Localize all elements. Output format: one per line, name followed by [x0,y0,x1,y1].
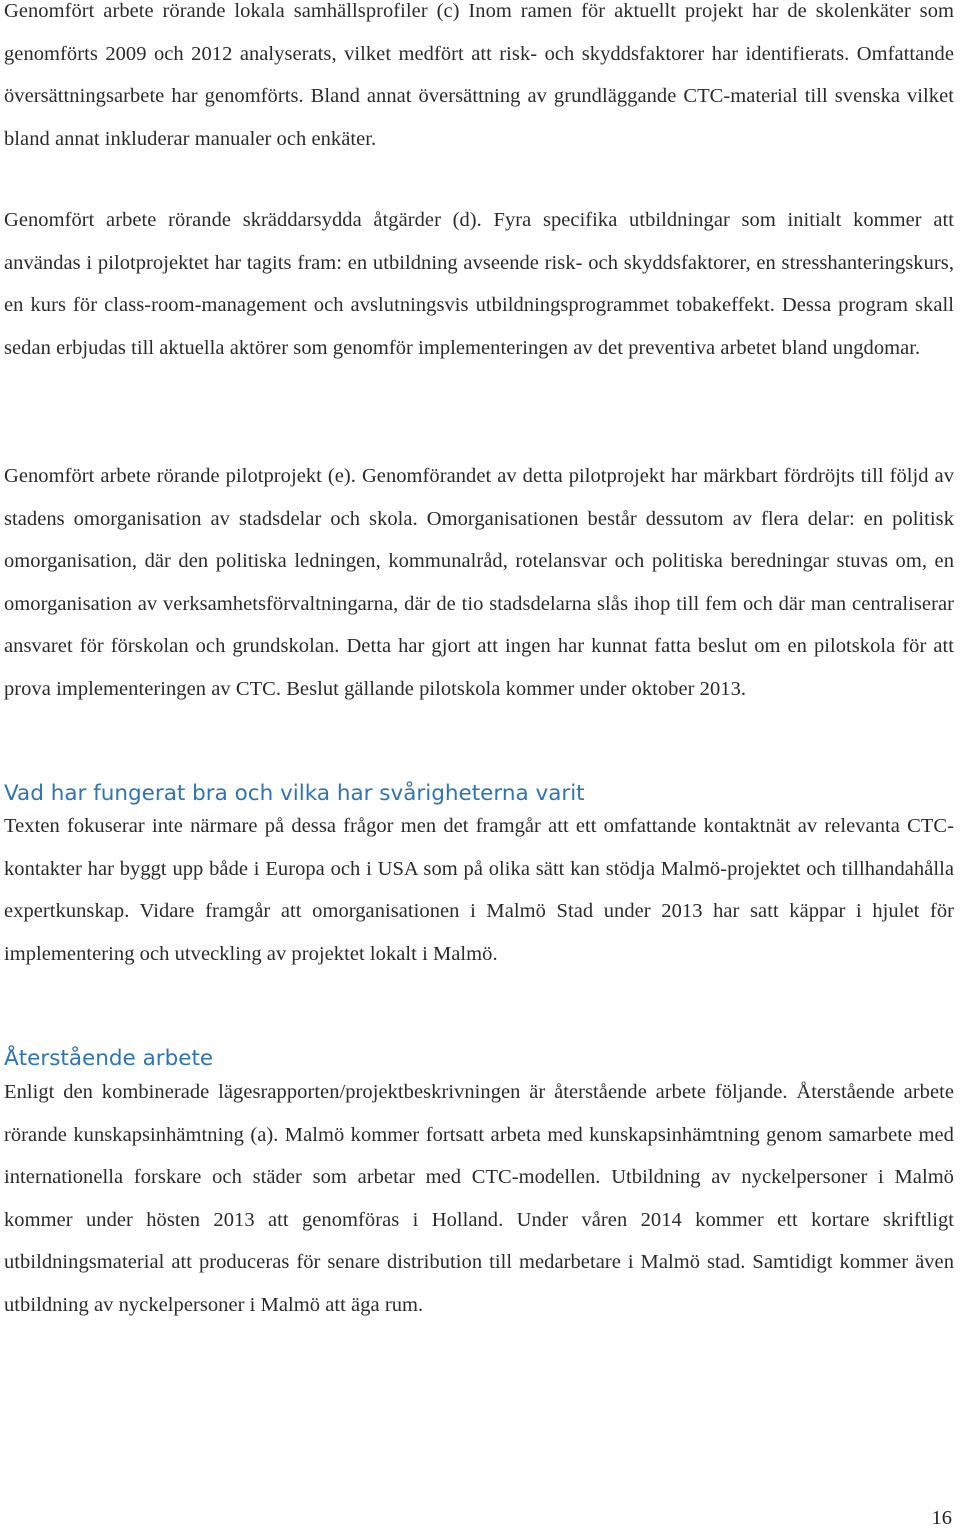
section-heading-remaining-work: Återstående arbete [4,1046,214,1071]
paragraph-pilot-project: Genomfört arbete rörande pilotprojekt (e). Genomförandet av detta pilotprojekt har märkbart fördröjts till följd av stadens omorganisation av stadsdelar och skola. Omorganisationen består dessutom av flera delar: en politisk omorganisation, där den politiska ledningen, kommunalråd, rotelansvar och politiska beredningar stuvas om, en omorganisation av verksamhetsförvaltningarna, där de tio stadsdelarna slås ihop till fem och där man centraliserar ansvaret för förskolan och grundskolan. Detta har gjort att ingen har kunnat fatta beslut om en pilotskola för att prova implementeringen av CTC. Beslut gällande pilotskola kommer under oktober 2013. [4,465,954,700]
paragraph-what-worked: Texten fokuserar inte närmare på dessa frågor men det framgår att ett omfattande kontaktnät av relevanta CTC-kontakter har byggt upp både i Europa och i USA som på olika sätt kan stödja Malmö-projektet och tillhandahålla expertkunskap. Vidare framgår att omorganisationen i Malmö Stad under 2013 har satt käppar i hjulet för implementering och utveckling av projektet lokalt i Malmö. [4,815,954,965]
page-number: 16 [931,1507,952,1529]
paragraph-remaining-work: Enligt den kombinerade lägesrapporten/projektbeskrivningen är återstående arbete följande. Återstående arbete rörande kunskapsinhämtning (a). Malmö kommer fortsatt arbeta med kunskapsinhämtning genom samarbete med internationella forskare och städer som arbetar med CTC-modellen. Utbildning av nyckelpersoner i Malmö kommer under hösten 2013 att genomföras i Holland. Under våren 2014 kommer ett kortare skriftligt utbildningsmaterial att produceras för senare distribution till medarbetare i Malmö stad. Samtidigt kommer även utbildning av nyckelpersoner i Malmö att äga rum. [4,1081,954,1316]
paragraph-tailored-measures: Genomfört arbete rörande skräddarsydda åtgärder (d). Fyra specifika utbildningar som initialt kommer att användas i pilotprojektet har tagits fram: en utbildning avseende risk- och skyddsfaktorer, en stresshanteringskurs, en kurs för class-room-management och avslutningsvis utbildningsprogrammet tobakeffekt. Dessa program skall sedan erbjudas till aktuella aktörer som genomför implementeringen av det preventiva arbetet bland ungdomar. [4,209,954,359]
paragraph-local-community-profiles: Genomfört arbete rörande lokala samhällsprofiler (c) Inom ramen för aktuellt projekt har de skolenkäter som genomförts 2009 och 2012 analyserats, vilket medfört att risk- och skyddsfaktorer har identifierats. Omfattande översättningsarbete har genomförts. Bland annat översättning av grundläggande CTC-material till svenska vilket bland annat inkluderar manualer och enkäter. [4,0,954,150]
section-heading-what-worked: Vad har fungerat bra och vilka har svårigheterna varit [4,781,585,806]
